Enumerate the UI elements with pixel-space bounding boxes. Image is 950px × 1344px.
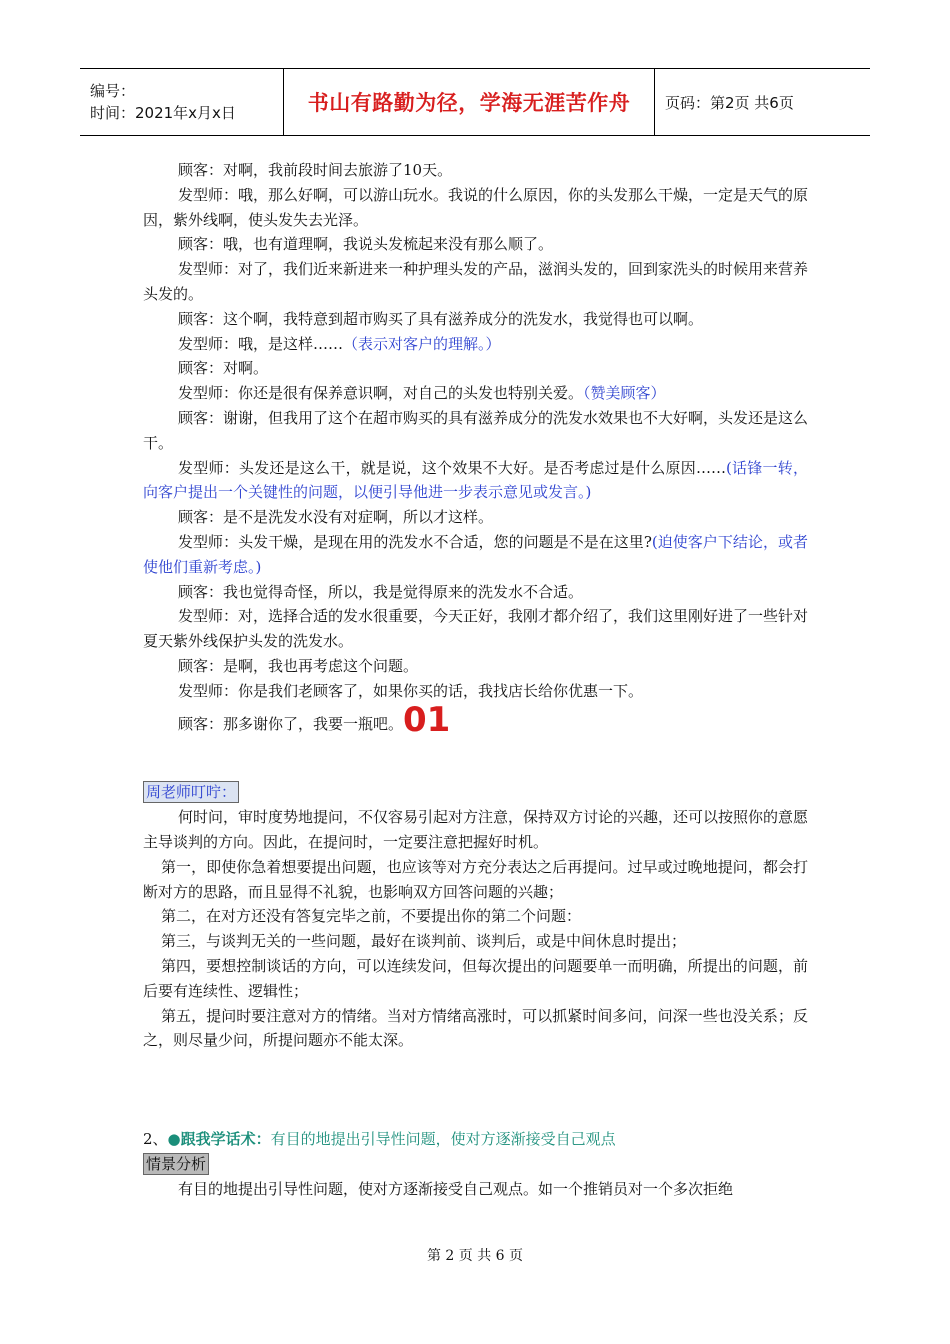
- header-page-cell: [655, 69, 870, 135]
- tip-item: 第五，提问时要注意对方的情绪。当对方情绪高涨时，可以抓紧时间多问，问深一些也没关系；反之，则尽量少问，所提问题亦不能太深。: [143, 1006, 808, 1050]
- tips-list: [143, 855, 808, 1053]
- header-motto-cell: [283, 69, 655, 135]
- dialogue-line: [143, 381, 808, 406]
- dialogue-line: [143, 257, 808, 307]
- dialogue-text: 发型师：哦，是这样……: [178, 334, 344, 353]
- dialogue-note: （赞美顾客）: [583, 384, 666, 403]
- dialogue-note: (话锋一转，向客户提出一个关键性的问题，以便引导他进一步表示意见或发言。): [143, 458, 808, 502]
- header-meta: [80, 69, 283, 135]
- dialogue-line: [143, 183, 808, 233]
- dialogue-text: 顾客：谢谢，但我用了这个在超市购买的具有滋养成分的洗发水效果也不大好啊，头发还是这么干。: [143, 408, 809, 452]
- dialogue-line: [143, 530, 808, 580]
- tip-intro: 何时问，审时度势地提问，不仅容易引起对方注意，保持双方讨论的兴趣，还可以按照你的意愿主导谈判的方向。因此，在提问时，一定要注意把握好时机。: [143, 808, 809, 851]
- dialogue-line: [143, 580, 808, 605]
- dialogue-text: 顾客：哦，也有道理啊，我说头发梳起来没有那么顺了。: [178, 235, 554, 254]
- section-number: 2、: [143, 1130, 168, 1149]
- scenario-intro: 有目的地提出引导性问题，使对方逐渐接受自己观点。如一个推销员对一个多次拒绝: [178, 1179, 734, 1198]
- tip-title-row: [143, 780, 808, 805]
- tip-item: 第四，要想控制谈话的方向，可以连续发问，但每次提出的问题要单一而明确，所提出的问题，前后要有连续性、逻辑性；: [143, 956, 808, 1000]
- tip-item: 第二，在对方还没有答复完毕之前，不要提出你的第二个问题：: [161, 907, 582, 926]
- dialogue-text: 顾客：对啊，我前段时间去旅游了10天。: [178, 161, 453, 179]
- dialogue-text: 顾客：对啊。: [178, 359, 269, 378]
- dialogue-text: 发型师：头发还是这么干，就是说，这个效果不大好。是否考虑过是什么原因……: [178, 458, 726, 477]
- header-page-label: 页码：第2页 共6页: [665, 93, 794, 112]
- tip-item: 第一，即使你急着想要提出问题，也应该等对方充分表达之后再提问。过早或过晚地提问，都会打断对方的思路，而且显得不礼貌，也影响双方回答问题的兴趣；: [143, 857, 808, 901]
- dialogue-line: [143, 604, 808, 654]
- section-heading: [143, 1127, 808, 1152]
- tip-title: 周老师叮咛：: [143, 781, 239, 803]
- dialogue-line: [143, 332, 808, 357]
- dialogue-line: [143, 654, 808, 679]
- doc-date-label: 时间：2021年x月x日: [90, 104, 236, 122]
- dialogue-line: [143, 158, 808, 183]
- dialogue-note: （表示对客户的理解。）: [343, 334, 501, 353]
- dialogue-text: 发型师：头发干燥，是现在用的洗发水不合适，您的问题是不是在这里?: [178, 532, 652, 551]
- dialogue-text: 顾客：是啊，我也再考虑这个问题。: [178, 656, 419, 675]
- tip-item: 第三，与谈判无关的一些问题，最好在谈判前、谈判后，或是中间休息时提出；: [161, 932, 687, 951]
- dialogue-line: [143, 356, 808, 381]
- dialogue-block: [143, 158, 808, 704]
- dialogue-text: 发型师：对了，我们近来新进来一种护理头发的产品，滋润头发的，回到家洗头的时候用来营养头发的。: [143, 260, 809, 303]
- dialogue-line: [143, 232, 808, 257]
- dialogue-text: 发型师：你是我们老顾客了，如果你买的话，我找店长给你优惠一下。: [178, 681, 644, 700]
- dialogue-line: [143, 307, 808, 332]
- dialogue-line: [143, 406, 808, 456]
- dialogue-line: [143, 679, 808, 704]
- dialogue-text: 发型师：哦，那么好啊，可以游山玩水。我说的什么原因，你的头发那么干燥，一定是天气的原因，紫外线啊，使头发失去光泽。: [143, 185, 809, 229]
- section-marker: 01: [403, 699, 451, 740]
- dialogue-line: [143, 505, 808, 530]
- dialogue-note: (迫使客户下结论，或者使他们重新考虑。): [143, 532, 808, 576]
- dialogue-text: 顾客：是不是洗发水没有对症啊，所以才这样。: [178, 508, 494, 527]
- closing-text: 顾客：那多谢你了，我要一瓶吧。: [178, 714, 404, 733]
- header-motto: 书山有路勤为径，学海无涯苦作舟: [307, 91, 631, 115]
- document-body: [143, 158, 808, 1201]
- section-bullet-title: ●跟我学话术：: [167, 1130, 271, 1149]
- dialogue-closing-line: [143, 699, 808, 740]
- section-title: 有目的地提出引导性问题，使对方逐渐接受自己观点: [270, 1130, 616, 1149]
- dialogue-text: 顾客：这个啊，我特意到超市购买了具有滋养成分的洗发水，我觉得也可以啊。: [178, 309, 704, 328]
- dialogue-text: 发型师：对，选择合适的发水很重要，今天正好，我刚才都介绍了，我们这里刚好进了一些针对夏天紫外线保护头发的洗发水。: [143, 607, 809, 651]
- scenario-label: 情景分析: [143, 1153, 209, 1175]
- page-header: [80, 68, 870, 136]
- dialogue-text: 顾客：我也觉得奇怪，所以，我是觉得原来的洗发水不合适。: [178, 582, 584, 601]
- doc-number-label: 编号：: [90, 82, 136, 100]
- dialogue-line: [143, 456, 808, 506]
- dialogue-text: 发型师：你还是很有保养意识啊，对自己的头发也特别关爱。: [178, 384, 584, 403]
- scenario-label-row: [143, 1152, 808, 1177]
- page-footer: 第 2 页 共 6 页: [426, 1248, 524, 1264]
